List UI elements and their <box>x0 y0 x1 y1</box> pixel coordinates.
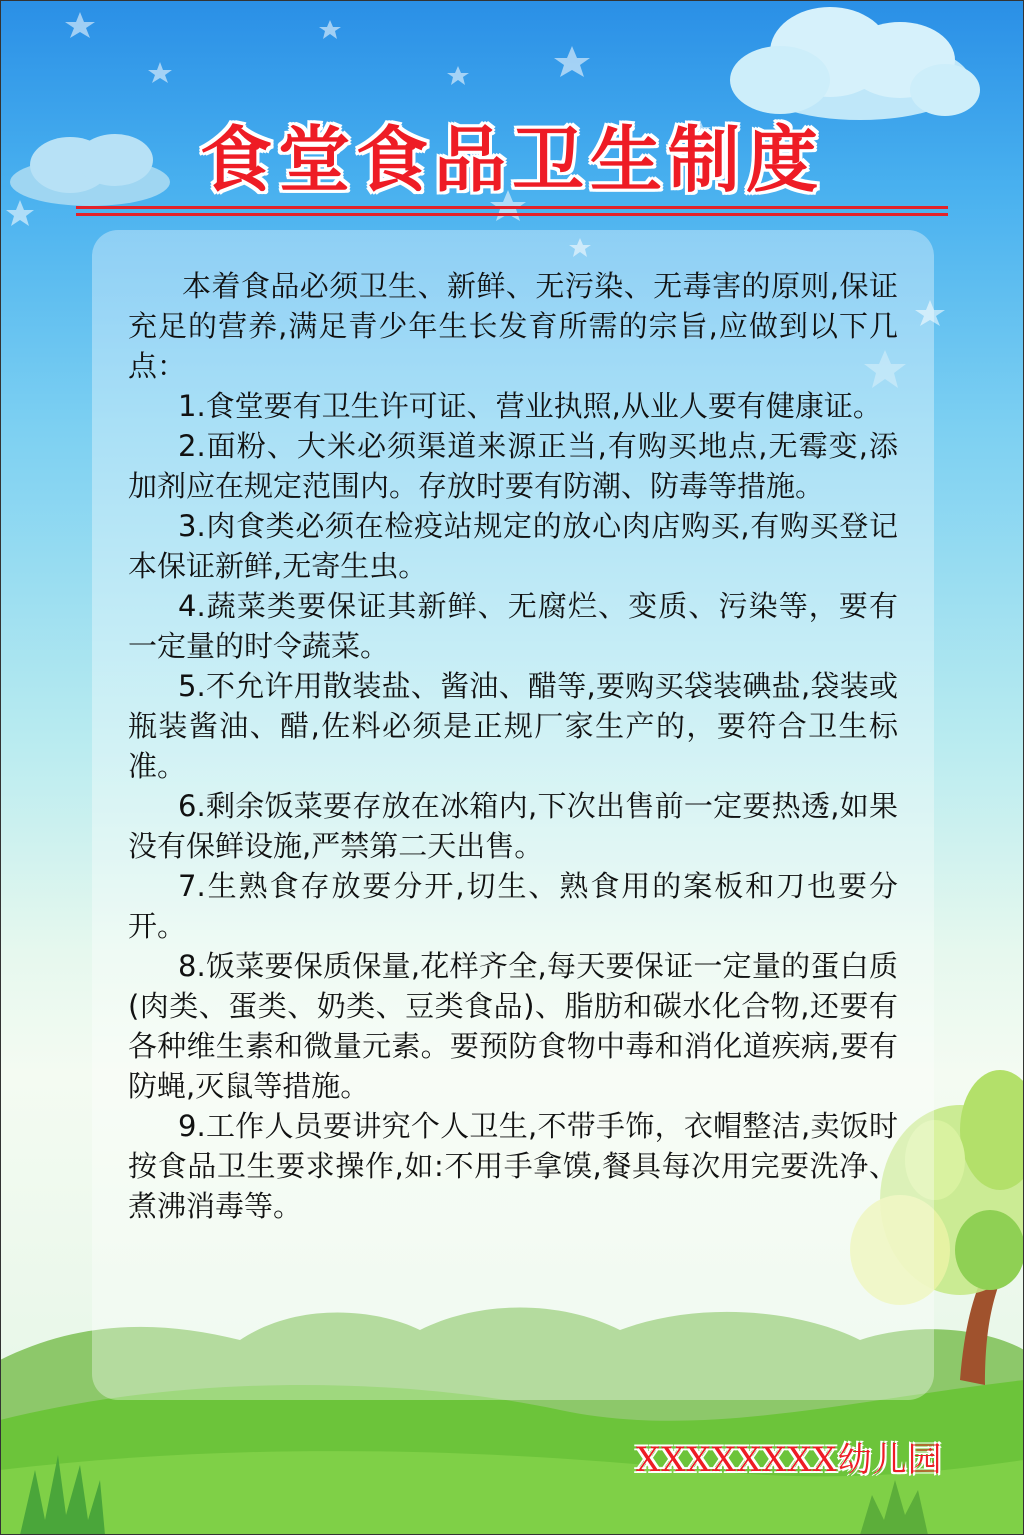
title-divider-bottom <box>76 213 948 216</box>
regulation-text <box>128 266 898 1226</box>
kindergarten-name: XXXXXXXX幼儿园 <box>636 1440 943 1480</box>
title-divider-top <box>76 206 948 209</box>
rule-item-5: 5.不允许用散装盐、酱油、醋等,要购买袋装碘盐,袋装或瓶装酱油、醋,佐料必须是正规厂家生产的，要符合卫生标准。 <box>128 669 898 783</box>
rule-item-4: 4.蔬菜类要保证其新鲜、无腐烂、变质、污染等，要有一定量的时令蔬菜。 <box>128 589 898 663</box>
rule-item-6: 6.剩余饭菜要存放在冰箱内,下次出售前一定要热透,如果没有保鲜设施,严禁第二天出售。 <box>128 789 898 863</box>
rule-item-8: 8.饭菜要保质保量,花样齐全,每天要保证一定量的蛋白质(肉类、蛋类、奶类、豆类食品)、脂肪和碳水化合物,还要有各种维生素和微量元素。要预防食物中毒和消化道疾病,要有防蝇,灭鼠等措施。 <box>128 949 898 1103</box>
page-title: 食堂食品卫生制度 <box>199 117 824 202</box>
intro-paragraph: 本着食品必须卫生、新鲜、无污染、无毒害的原则,保证充足的营养,满足青少年生长发育所需的宗旨,应做到以下几点： <box>128 269 898 383</box>
rule-item-1: 1.食堂要有卫生许可证、营业执照,从业人要有健康证。 <box>178 389 882 423</box>
rule-item-9: 9.工作人员要讲究个人卫生,不带手饰，衣帽整洁,卖饭时按食品卫生要求操作,如:不用手拿馍,餐具每次用完要洗净、煮沸消毒等。 <box>128 1109 898 1223</box>
rule-item-3: 3.肉食类必须在检疫站规定的放心肉店购买,有购买登记本保证新鲜,无寄生虫。 <box>128 509 898 583</box>
rule-item-2: 2.面粉、大米必须渠道来源正当,有购买地点,无霉变,添加剂应在规定范围内。存放时要有防潮、防毒等措施。 <box>128 429 898 503</box>
rule-item-7: 7.生熟食存放要分开,切生、熟食用的案板和刀也要分开。 <box>128 869 898 943</box>
